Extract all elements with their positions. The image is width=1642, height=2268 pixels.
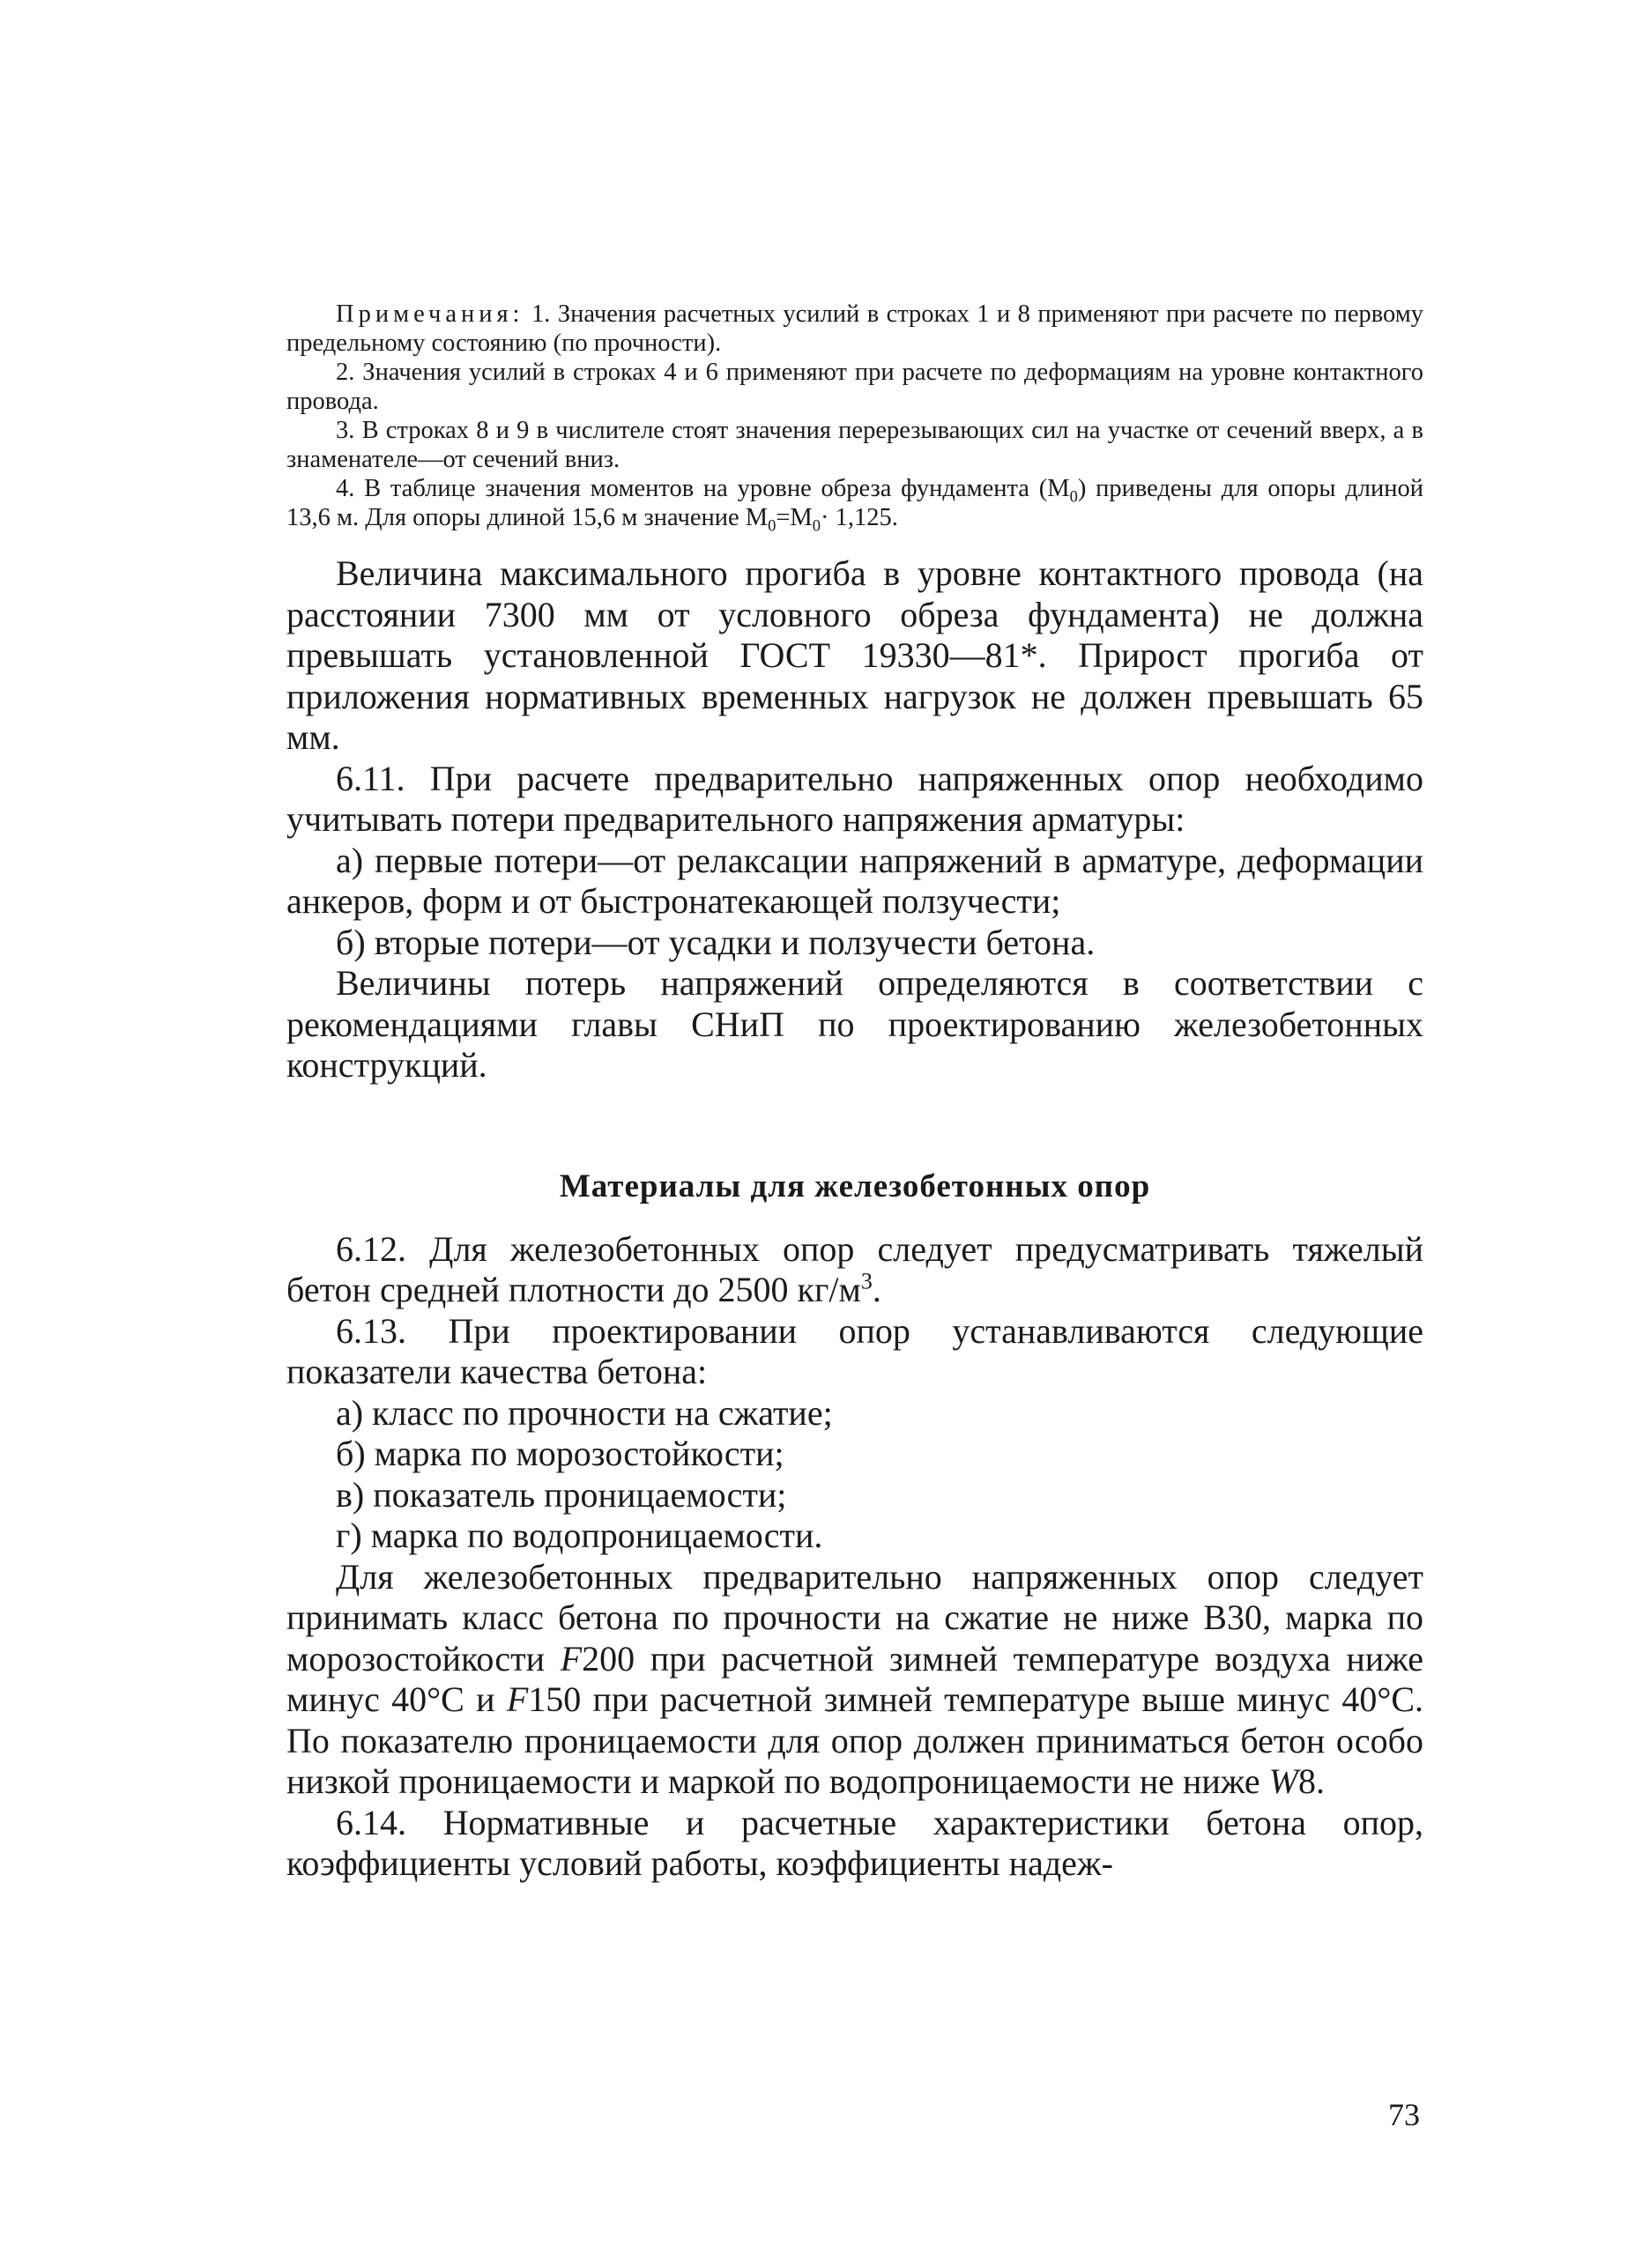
paragraph-6-11: 6.11. При расчете предварительно напряженных опор необходимо учитывать потери предварительного напряжения арматуры: [286, 758, 1423, 839]
subscript: 0 [1069, 487, 1078, 507]
note-4-part: · 1,125. [821, 504, 898, 531]
paragraph-6-12-end: . [872, 1270, 881, 1309]
note-2: 2. Значения усилий в строках 4 и 6 применяют при расчете по деформациям на уровне контактного провода. [286, 359, 1423, 415]
symbol-w: W [1268, 1761, 1298, 1801]
page-number: 73 [1388, 2097, 1420, 2132]
document-page [286, 300, 1423, 1885]
paragraph-6-12 [286, 1229, 1423, 1311]
note-4-part: 4. В таблице значения моментов на уровне обреза фундамента (M [336, 475, 1070, 502]
list-item-a: а) класс по прочности на сжатие; [336, 1392, 833, 1433]
notes-label: Примечания: [336, 300, 524, 328]
superscript: 3 [860, 1268, 873, 1294]
subscript: 0 [768, 516, 776, 536]
subscript: 0 [812, 516, 821, 536]
note-4 [286, 474, 1423, 536]
table-notes [286, 300, 1423, 536]
list-item-b: б) марка по морозостойкости; [336, 1434, 784, 1473]
paragraph-deflection: Величина максимального прогиба в уровне контактного провода (на расстоянии 7300 мм от условного обреза фундамента) не должна превышать установленной ГОСТ 19330—81*. Прирост прогиба от приложения нормативных временных нагрузок не должен превышать 65 мм. [286, 553, 1423, 757]
paragraph-6-13: 6.13. При проектировании опор устанавливаются следующие показатели качества бетона: [286, 1310, 1423, 1391]
requirements-text: 150 при расчетной зимней температуре выше минус 40°С. По показателю проницаемости для опор должен приниматься бетон особо низкой проницаемости и маркой по водопроницаемости не ниже [286, 1679, 1423, 1801]
requirements-text: 8. [1297, 1761, 1325, 1801]
note-1 [286, 300, 1423, 358]
requirements-text: 200 при расчетной зимней температуре воздуха ниже минус 40°С и [286, 1638, 1423, 1719]
symbol-f: F [506, 1679, 529, 1719]
list-item-first-losses: а) первые потери—от релаксации напряжений в арматуре, деформации анкеров, форм и от быстронатекающей ползучести; [286, 840, 1423, 921]
note-4-part: =M [776, 504, 813, 531]
paragraph-requirements [286, 1557, 1423, 1803]
section-heading: Материалы для железобетонных опор [559, 1167, 1151, 1204]
note-4-part: ) приведены для опоры длиной 13,6 м. Для опоры длиной 15,6 м значение M [286, 475, 1423, 531]
list-item-second-losses: б) вторые потери—от усадки и ползучести бетона. [336, 922, 1096, 962]
symbol-f: F [560, 1638, 583, 1679]
list-item-d: г) марка по водопроницаемости. [336, 1516, 823, 1555]
list-item-c: в) показатель проницаемости; [336, 1474, 787, 1515]
section-text [286, 1229, 1423, 1885]
main-text [286, 553, 1423, 1086]
paragraph-losses: Величины потерь напряжений определяются в соответствии с рекомендациями главы СНиП по проектированию железобетонных конструкций. [286, 963, 1423, 1085]
note-1-text: 1. Значения расчетных усилий в строках 1 и 8 применяют при расчете по первому предельному состоянию (по прочности). [286, 300, 1423, 357]
paragraph-6-12-text: 6.12. Для железобетонных опор следует предусматривать тяжелый бетон средней плотности до 2500 кг/м [286, 1228, 1423, 1309]
requirements-text: Для железобетонных предварительно напряженных опор следует принимать класс бетона по прочности на сжатие не ниже В30, марка по морозостойкости [286, 1556, 1423, 1679]
paragraph-6-14: 6.14. Нормативные и расчетные характеристики бетона опор, коэффициенты условий работы, коэффициенты надеж- [286, 1802, 1423, 1883]
note-3: 3. В строках 8 и 9 в числителе стоят значения перерезывающих сил на участке от сечений вверх, а в знаменателе—от сечений вниз. [286, 417, 1423, 473]
